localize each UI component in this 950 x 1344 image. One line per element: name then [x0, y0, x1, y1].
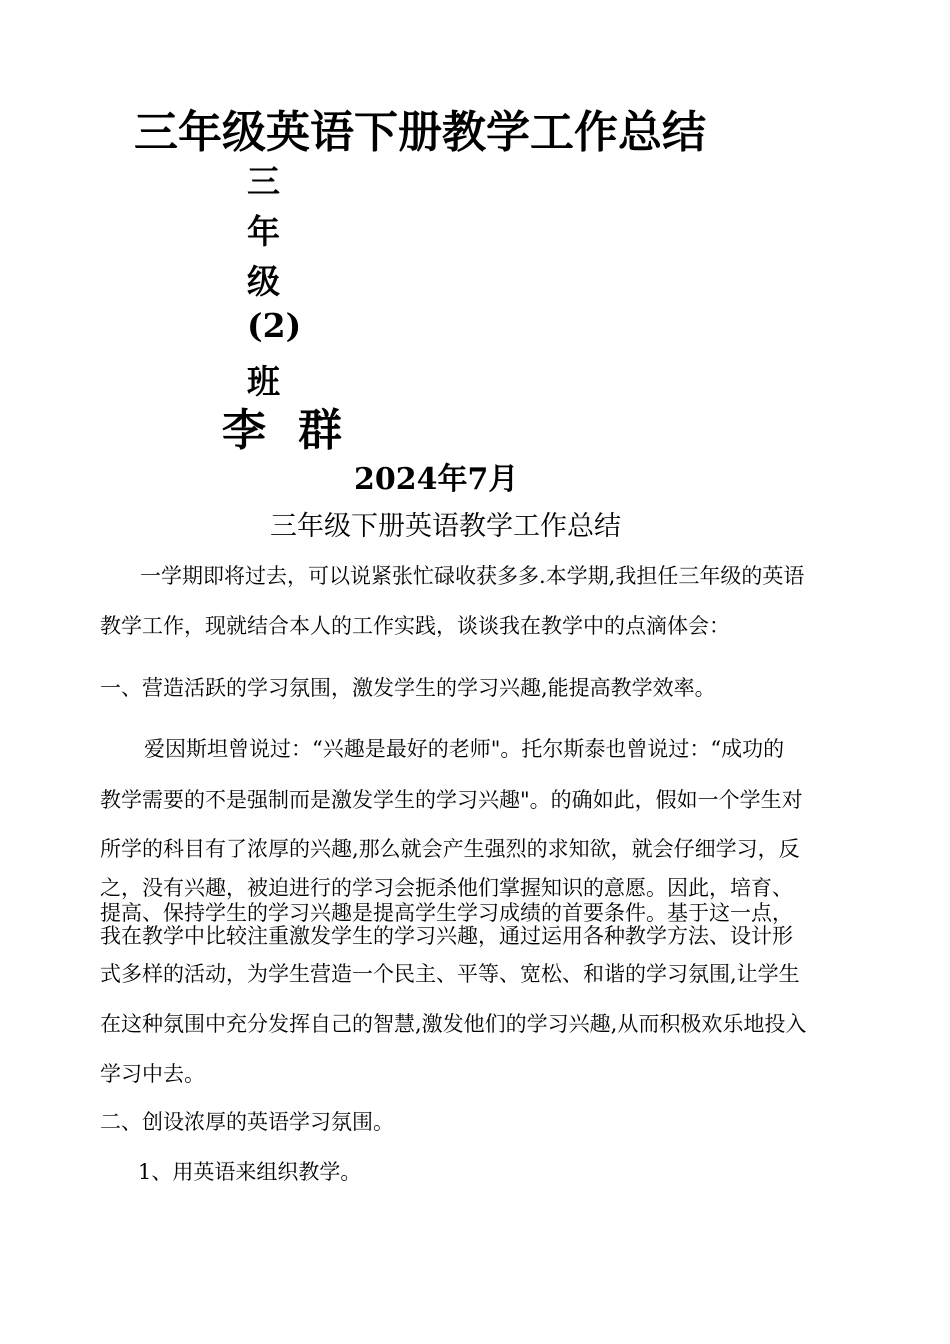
class-char: 级: [247, 262, 280, 301]
author-char: 群: [298, 405, 342, 456]
class-char: (2): [247, 306, 302, 345]
paragraph-line: 一学期即将过去，可以说紧张忙碌收获多多.本学期,我担任三年级的英语: [140, 564, 805, 588]
main-title: 三年级英语下册教学工作总结: [134, 107, 706, 158]
paragraph-line: 教学需要的不是强制而是激发学生的学习兴趣"。的确如此，假如一个学生对: [100, 788, 803, 812]
paragraph-line: 式多样的活动，为学生营造一个民主、平等、宽松、和谐的学习氛围,让学生: [100, 962, 800, 986]
paragraph-line: 学习中去。: [100, 1062, 205, 1086]
class-char: 年: [247, 212, 280, 251]
paragraph-line: 所学的科目有了浓厚的兴趣,那么就会产生强烈的求知欲，就会仔细学习，反: [100, 837, 800, 861]
paragraph-line: 我在教学中比较注重激发学生的学习兴趣，通过运用各种教学方法、设计形: [100, 924, 793, 948]
author-char: 李: [222, 405, 266, 456]
paragraph-line: 在这种氛围中充分发挥自己的智慧,激发他们的学习兴趣,从而积极欢乐地投入: [100, 1012, 807, 1036]
paragraph-line: 爱因斯坦曾说过：“兴趣是最好的老师"。托尔斯泰也曾说过：“成功的: [144, 737, 785, 761]
paragraph-line: 提高、保持学生的学习兴趣是提高学生学习成绩的首要条件。基于这一点，: [100, 901, 793, 925]
class-char: 班: [247, 362, 280, 401]
paragraph-line: 教学工作，现就结合本人的工作实践，谈谈我在教学中的点滴体会：: [100, 614, 730, 638]
document-date: 2024年7月: [354, 462, 519, 497]
class-char: 三: [247, 162, 280, 201]
subsection-heading: 1、用英语来组织教学。: [138, 1160, 362, 1184]
section-heading: 一、营造活跃的学习氛围，激发学生的学习兴趣,能提高教学效率。: [100, 676, 716, 700]
document-subtitle: 三年级下册英语教学工作总结: [270, 511, 621, 542]
author-name: [222, 394, 342, 458]
paragraph-line: 之，没有兴趣，被迫进行的学习会扼杀他们掌握知识的意愿。因此，培育、: [100, 876, 793, 900]
section-heading: 二、创设浓厚的英语学习氛围。: [100, 1110, 394, 1134]
